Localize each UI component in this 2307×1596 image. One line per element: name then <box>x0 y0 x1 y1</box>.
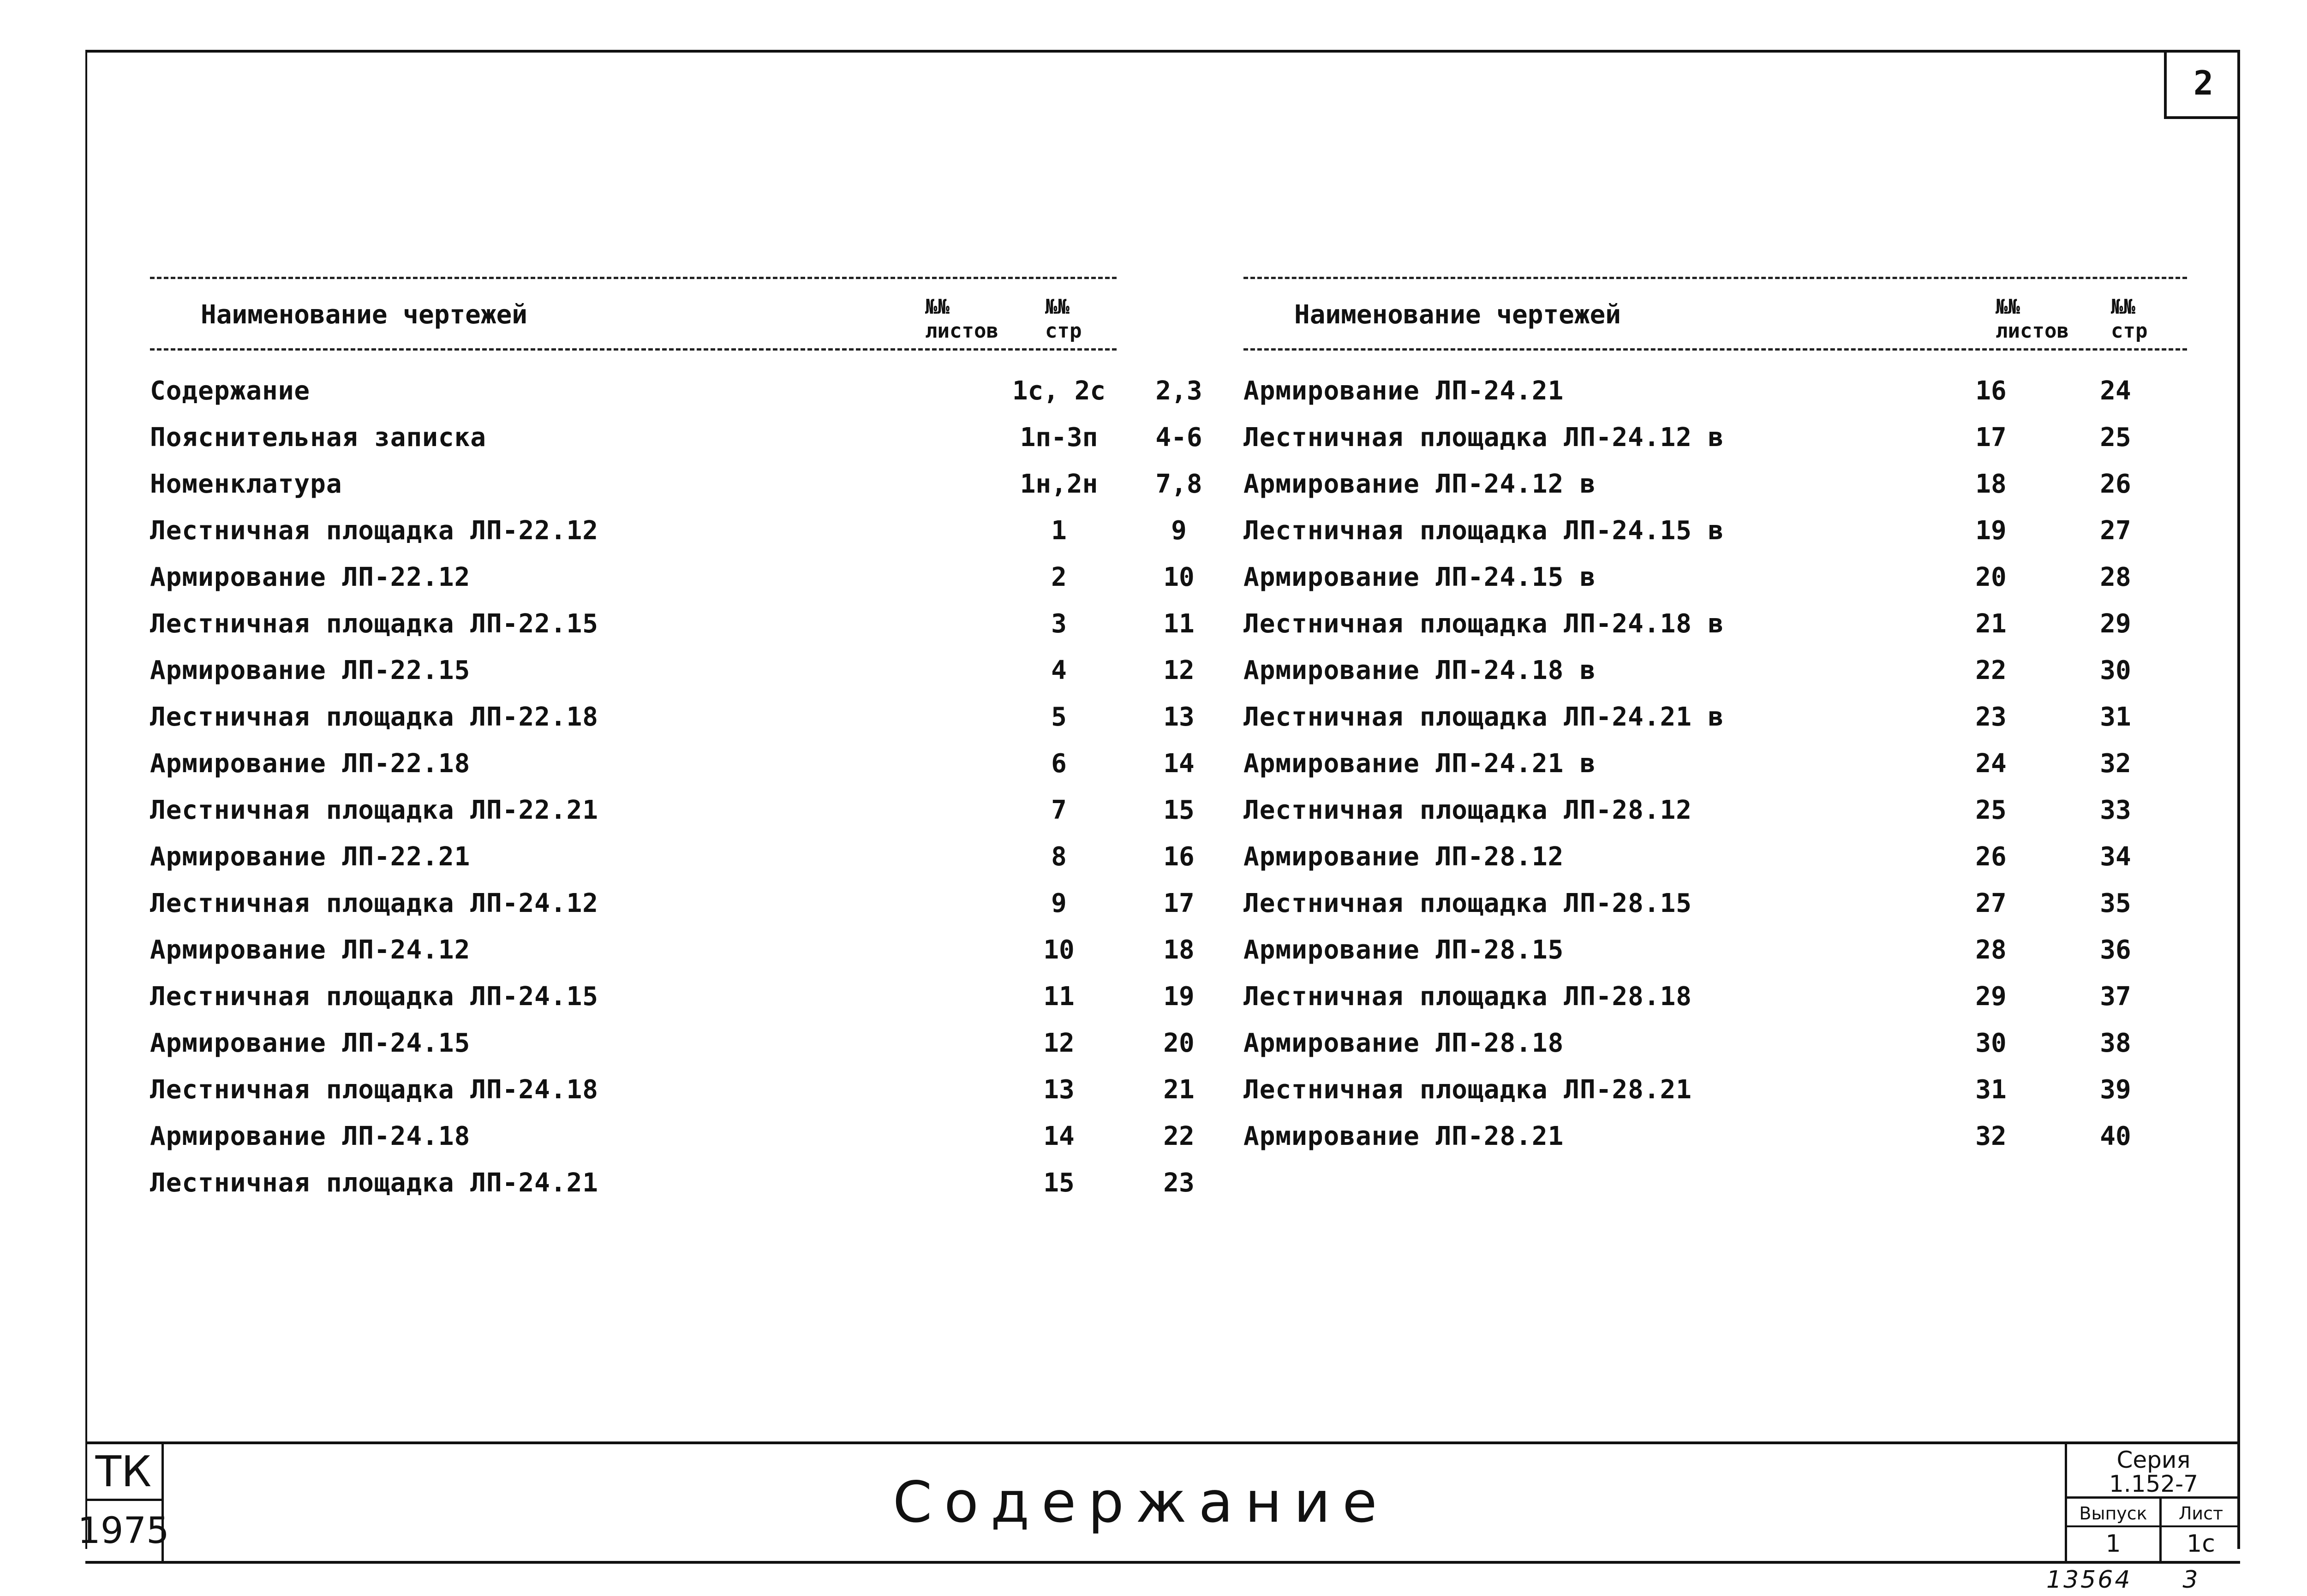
drawing-name: Лестничная площадка ЛП-24.12 <box>150 888 599 918</box>
page-number: 37 <box>2100 982 2131 1012</box>
drawing-name: Лестничная площадка ЛП-28.12 <box>1243 795 1692 825</box>
inventory-page: 3 <box>2182 1566 2200 1594</box>
table-row <box>150 1075 1195 1121</box>
header-pages: №№ стр <box>2111 295 2148 343</box>
table-row <box>1243 655 2187 702</box>
page-number: 10 <box>1163 562 1195 592</box>
drawing-name: Армирование ЛП-22.18 <box>150 749 471 779</box>
table-body <box>150 376 1202 1215</box>
sheet-number: 16 <box>1975 376 2007 406</box>
page-number: 18 <box>1163 935 1195 965</box>
drawing-name: Лестничная площадка ЛП-22.21 <box>150 795 599 825</box>
sheet-cell <box>2162 1499 2240 1563</box>
series-cell <box>2067 1444 2240 1499</box>
table-row <box>150 935 1195 982</box>
table-body <box>1243 376 2187 1168</box>
sheet-number: 20 <box>1975 562 2007 592</box>
page-number: 20 <box>1163 1028 1195 1058</box>
page-number: 2,3 <box>1155 376 1202 406</box>
table-row <box>1243 702 2187 749</box>
page-number: 21 <box>1163 1075 1195 1105</box>
series-value: 1.152-7 <box>2109 1471 2198 1497</box>
page-number: 22 <box>1163 1121 1195 1151</box>
page-number: 15 <box>1163 795 1195 825</box>
page-number: 17 <box>1163 888 1195 918</box>
table-row <box>1243 609 2187 655</box>
drawing-name: Армирование ЛП-24.18 в <box>1243 655 1596 685</box>
header-name: Наименование чертежей <box>201 300 528 330</box>
header-sheets: №№ листов <box>1996 295 2069 343</box>
page-number: 31 <box>2100 702 2131 732</box>
sheet-number: 1п-3п <box>1020 423 1098 453</box>
drawing-name: Номенклатура <box>150 469 342 499</box>
title-block-right <box>2065 1444 2240 1561</box>
drawing-name: Содержание <box>150 376 311 406</box>
table-row <box>150 1168 1195 1215</box>
header-sheets: №№ листов <box>925 295 998 343</box>
page-number: 12 <box>1163 655 1195 685</box>
page-number: 29 <box>2100 609 2131 639</box>
drawing-name: Лестничная площадка ЛП-28.18 <box>1243 982 1692 1012</box>
page-number: 38 <box>2100 1028 2131 1058</box>
sheet-number: 32 <box>1975 1121 2007 1151</box>
table-row <box>1243 935 2187 982</box>
page-number: 35 <box>2100 888 2131 918</box>
drawing-name: Лестничная площадка ЛП-24.15 в <box>1243 516 1724 546</box>
page-number: 24 <box>2100 376 2131 406</box>
page-number: 13 <box>1163 702 1195 732</box>
table-row <box>1243 888 2187 935</box>
sheet-number: 2 <box>1051 562 1067 592</box>
table-row <box>150 469 1202 516</box>
sheet-number: 12 <box>1043 1028 1075 1058</box>
page-number: 14 <box>1163 749 1195 779</box>
sheet-number: 3 <box>1051 609 1067 639</box>
sheet-number: 11 <box>1043 982 1075 1012</box>
sheet-number: 23 <box>1975 702 2007 732</box>
title-block <box>78 1441 2240 1564</box>
header-name: Наименование чертежей <box>1294 300 1621 330</box>
drawing-name: Лестничная площадка ЛП-24.15 <box>150 982 599 1012</box>
drawing-name: Армирование ЛП-28.21 <box>1243 1121 1564 1151</box>
page-number: 26 <box>2100 469 2131 499</box>
table-row <box>150 516 1187 562</box>
sheet-number: 19 <box>1975 516 2007 546</box>
drawing-name: Армирование ЛП-24.15 в <box>1243 562 1596 592</box>
sheet-number: 10 <box>1043 935 1075 965</box>
sheet-number: 29 <box>1975 982 2007 1012</box>
sheet-number: 4 <box>1051 655 1067 685</box>
drawing-name: Армирование ЛП-24.21 в <box>1243 749 1596 779</box>
sheet-number: 15 <box>1043 1168 1075 1198</box>
contents-table-right <box>1243 277 2187 1168</box>
page-number: 7,8 <box>1155 469 1202 499</box>
sheet-number: 5 <box>1051 702 1067 732</box>
drawing-name: Пояснительная записка <box>150 423 487 453</box>
page-number: 36 <box>2100 935 2131 965</box>
page-number: 28 <box>2100 562 2131 592</box>
table-row <box>1243 423 2187 469</box>
drawing-name: Лестничная площадка ЛП-24.21 в <box>1243 702 1724 732</box>
title-block-left <box>78 1444 169 1561</box>
table-row <box>150 795 1195 842</box>
sheet-number: 14 <box>1043 1121 1075 1151</box>
sheet-number: 22 <box>1975 655 2007 685</box>
page-number: 19 <box>1163 982 1195 1012</box>
contents-table-left <box>150 277 1202 1215</box>
page-number: 30 <box>2100 655 2131 685</box>
page-number: 39 <box>2100 1075 2131 1105</box>
sheet-number: 9 <box>1051 888 1067 918</box>
table-row <box>150 1121 1195 1168</box>
sheet-label: Лист <box>2162 1503 2240 1527</box>
table-row <box>150 655 1195 702</box>
sheet-number: 24 <box>1975 749 2007 779</box>
drawing-title: Содержание <box>893 1470 1389 1535</box>
drawing-name: Армирование ЛП-28.18 <box>1243 1028 1564 1058</box>
table-row <box>1243 516 2187 562</box>
corner-sheet-number: 2 <box>2164 50 2240 119</box>
issue-value: 1 <box>2105 1530 2121 1558</box>
table-row <box>150 842 1195 888</box>
drawing-name: Лестничная площадка ЛП-24.21 <box>150 1168 599 1198</box>
drawing-name: Лестничная площадка ЛП-28.15 <box>1243 888 1692 918</box>
sheet-number: 1с, 2с <box>1012 376 1106 406</box>
table-row <box>150 562 1195 609</box>
drawing-name: Лестничная площадка ЛП-24.18 в <box>1243 609 1724 639</box>
sheet-number: 30 <box>1975 1028 2007 1058</box>
drawing-name: Армирование ЛП-28.15 <box>1243 935 1564 965</box>
issue-label: Выпуск <box>2067 1503 2159 1527</box>
page-number: 32 <box>2100 749 2131 779</box>
table-row <box>1243 749 2187 795</box>
header-bottom-rule <box>150 348 1117 351</box>
drawing-name: Лестничная площадка ЛП-28.21 <box>1243 1075 1692 1105</box>
table-row <box>1243 982 2187 1028</box>
year: 1975 <box>78 1510 169 1552</box>
page-number: 23 <box>1163 1168 1195 1198</box>
sheet-number: 21 <box>1975 609 2007 639</box>
header-bottom-rule <box>1243 348 2187 351</box>
table-row <box>1243 469 2187 516</box>
table-row <box>1243 795 2187 842</box>
sheet-number: 28 <box>1975 935 2007 965</box>
organization-code: ТК <box>85 1444 161 1501</box>
table-row <box>150 609 1195 655</box>
page-number: 4-6 <box>1155 423 1202 453</box>
page-number: 27 <box>2100 516 2131 546</box>
sheet-value: 1с <box>2187 1530 2215 1558</box>
page-number: 40 <box>2100 1121 2131 1151</box>
drawing-name: Армирование ЛП-22.21 <box>150 842 471 872</box>
table-row <box>150 376 1202 423</box>
table-row <box>150 888 1195 935</box>
drawing-name: Армирование ЛП-24.12 <box>150 935 471 965</box>
drawing-name: Лестничная площадка ЛП-22.18 <box>150 702 599 732</box>
sheet-number: 18 <box>1975 469 2007 499</box>
table-row <box>150 702 1195 749</box>
sheet-number: 17 <box>1975 423 2007 453</box>
table-row <box>1243 1121 2187 1168</box>
drawing-name: Лестничная площадка ЛП-22.12 <box>150 516 599 546</box>
drawing-name: Лестничная площадка ЛП-22.15 <box>150 609 599 639</box>
table-row <box>150 982 1195 1028</box>
sheet-number: 31 <box>1975 1075 2007 1105</box>
table-row <box>150 1028 1195 1075</box>
table-row <box>150 749 1195 795</box>
sheet-number: 27 <box>1975 888 2007 918</box>
sheet-number: 7 <box>1051 795 1067 825</box>
table-row <box>1243 1075 2187 1121</box>
sheet-number: 8 <box>1051 842 1067 872</box>
sheet-number: 13 <box>1043 1075 1075 1105</box>
drawing-name: Армирование ЛП-24.18 <box>150 1121 471 1151</box>
page-number: 34 <box>2100 842 2131 872</box>
drawing-name: Лестничная площадка ЛП-24.18 <box>150 1075 599 1105</box>
issue-cell <box>2067 1499 2162 1563</box>
page-number: 9 <box>1171 516 1187 546</box>
table-row <box>1243 1028 2187 1075</box>
table-row <box>1243 842 2187 888</box>
drawing-name: Лестничная площадка ЛП-24.12 в <box>1243 423 1724 453</box>
drawing-name: Армирование ЛП-28.12 <box>1243 842 1564 872</box>
page-number: 33 <box>2100 795 2131 825</box>
drawing-name: Армирование ЛП-22.15 <box>150 655 471 685</box>
drawing-name: Армирование ЛП-22.12 <box>150 562 471 592</box>
header-pages: №№ стр <box>1045 295 1082 343</box>
page-number: 11 <box>1163 609 1195 639</box>
table-row <box>1243 376 2187 423</box>
table-row <box>150 423 1202 469</box>
sheet-number: 1н,2н <box>1020 469 1098 499</box>
page-number: 25 <box>2100 423 2131 453</box>
table-header <box>1243 279 2187 348</box>
drawing-name: Армирование ЛП-24.12 в <box>1243 469 1596 499</box>
sheet-number: 1 <box>1051 516 1067 546</box>
drawing-name: Армирование ЛП-24.21 <box>1243 376 1564 406</box>
sheet-number: 25 <box>1975 795 2007 825</box>
inventory-number: 13564 3 <box>2046 1566 2200 1594</box>
sheet-number: 6 <box>1051 749 1067 779</box>
page-number: 16 <box>1163 842 1195 872</box>
table-row <box>1243 562 2187 609</box>
drawing-name: Армирование ЛП-24.15 <box>150 1028 471 1058</box>
sheet-number: 26 <box>1975 842 2007 872</box>
series-label: Серия <box>2116 1447 2191 1473</box>
table-header <box>150 279 1117 348</box>
